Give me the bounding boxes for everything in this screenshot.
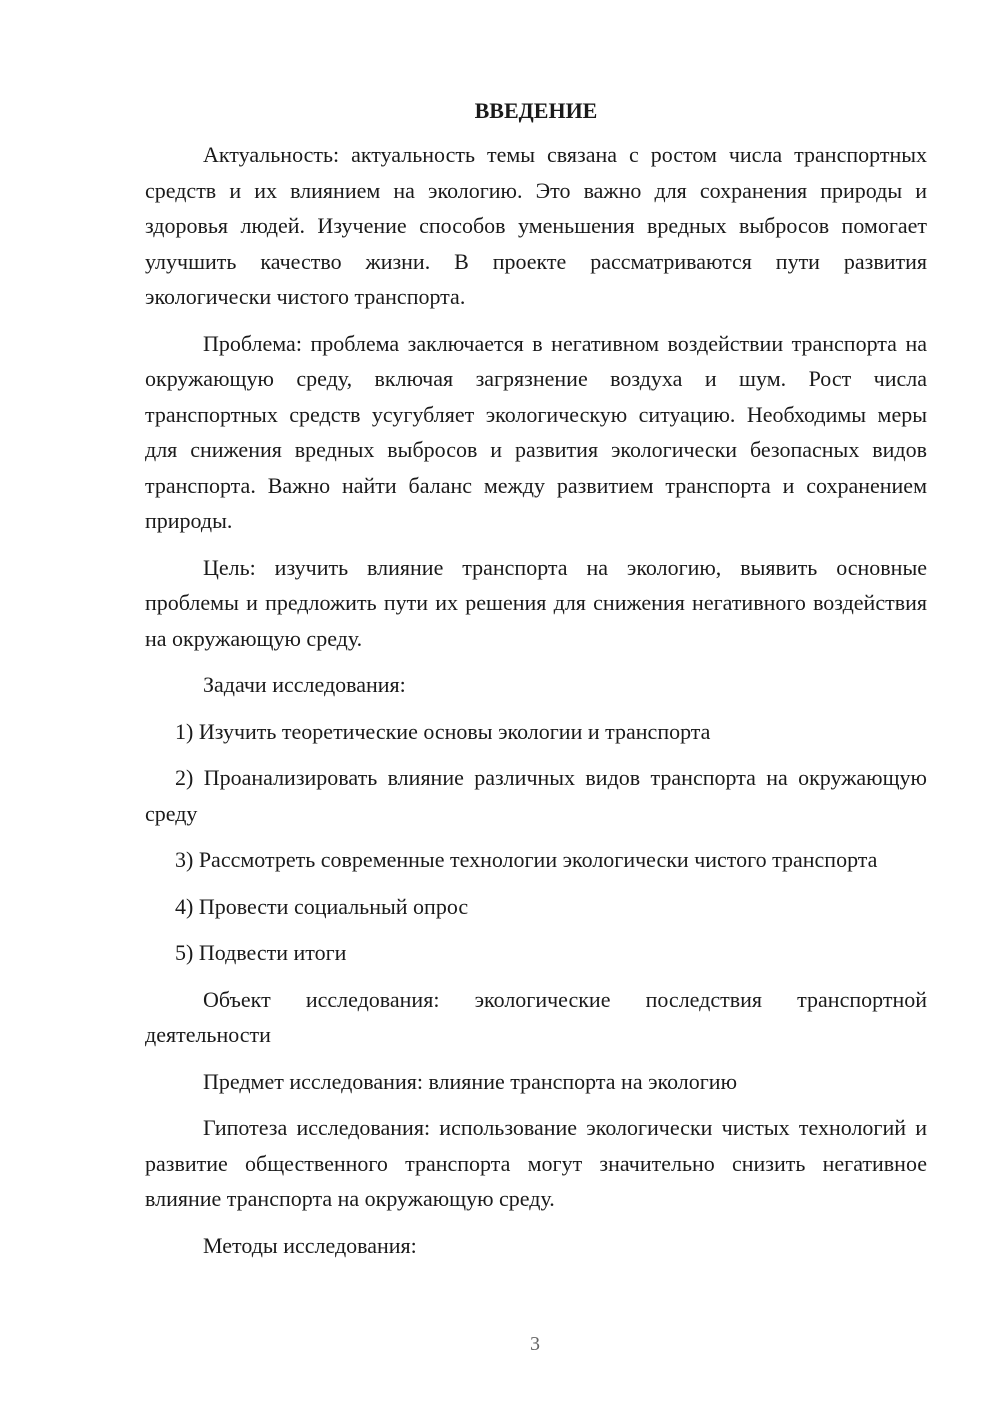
methods-heading: Методы исследования: bbox=[203, 1232, 417, 1258]
list-item-task-4: 4) Провести социальный опрос bbox=[175, 893, 469, 919]
document-page bbox=[145, 97, 927, 1274]
subject-paragraph: Предмет исследования: влияние транспорта на экологию bbox=[203, 1068, 738, 1094]
tasks-heading: Задачи исследования: bbox=[203, 672, 406, 697]
list-item-task-3: 3) Рассмотреть современные технологии экологически чистого транспорта bbox=[175, 847, 878, 872]
hypothesis-paragraph: Гипотеза исследования: использование экологически чистых технологий и развитие общественного транспорта могут значительно снизить негативное влияние транспорта на окружающую среду. bbox=[145, 1115, 927, 1211]
list-item-task-1: 1) Изучить теоретические основы экологии и транспорта bbox=[175, 718, 711, 744]
list-item-task-5: 5) Подвести итоги bbox=[175, 940, 347, 965]
relevance-paragraph: Актуальность: актуальность темы связана с ростом числа транспортных средств и их влиянием на экологию. Это важно для сохранения природы и здоровья людей. Изучение способов уменьшения вредных выбросов помогает улучшить качество жизни. В проекте рассматриваются пути развития экологически чистого транспорта. bbox=[145, 142, 927, 309]
page-title: ВВЕДЕНИЕ bbox=[474, 98, 598, 123]
page-number: 3 bbox=[530, 1333, 540, 1355]
problem-paragraph: Проблема: проблема заключается в негативном воздействии транспорта на окружающую среду, включая загрязнение воздуха и шум. Рост числа транспортных средств усугубляет экологическую ситуацию. Необходимы меры для снижения вредных выбросов и развития экологически безопасных видов транспорта. Важно найти баланс между развитием транспорта и сохранением природы. bbox=[145, 330, 927, 533]
list-item-task-2: 2) Проанализировать влияние различных видов транспорта на окружающую среду bbox=[145, 765, 927, 826]
object-paragraph: Объект исследования: экологические последствия транспортной деятельности bbox=[145, 986, 927, 1047]
goal-paragraph: Цель: изучить влияние транспорта на экологию, выявить основные проблемы и предложить пути их решения для снижения негативного воздействия на окружающую среду. bbox=[145, 554, 927, 651]
